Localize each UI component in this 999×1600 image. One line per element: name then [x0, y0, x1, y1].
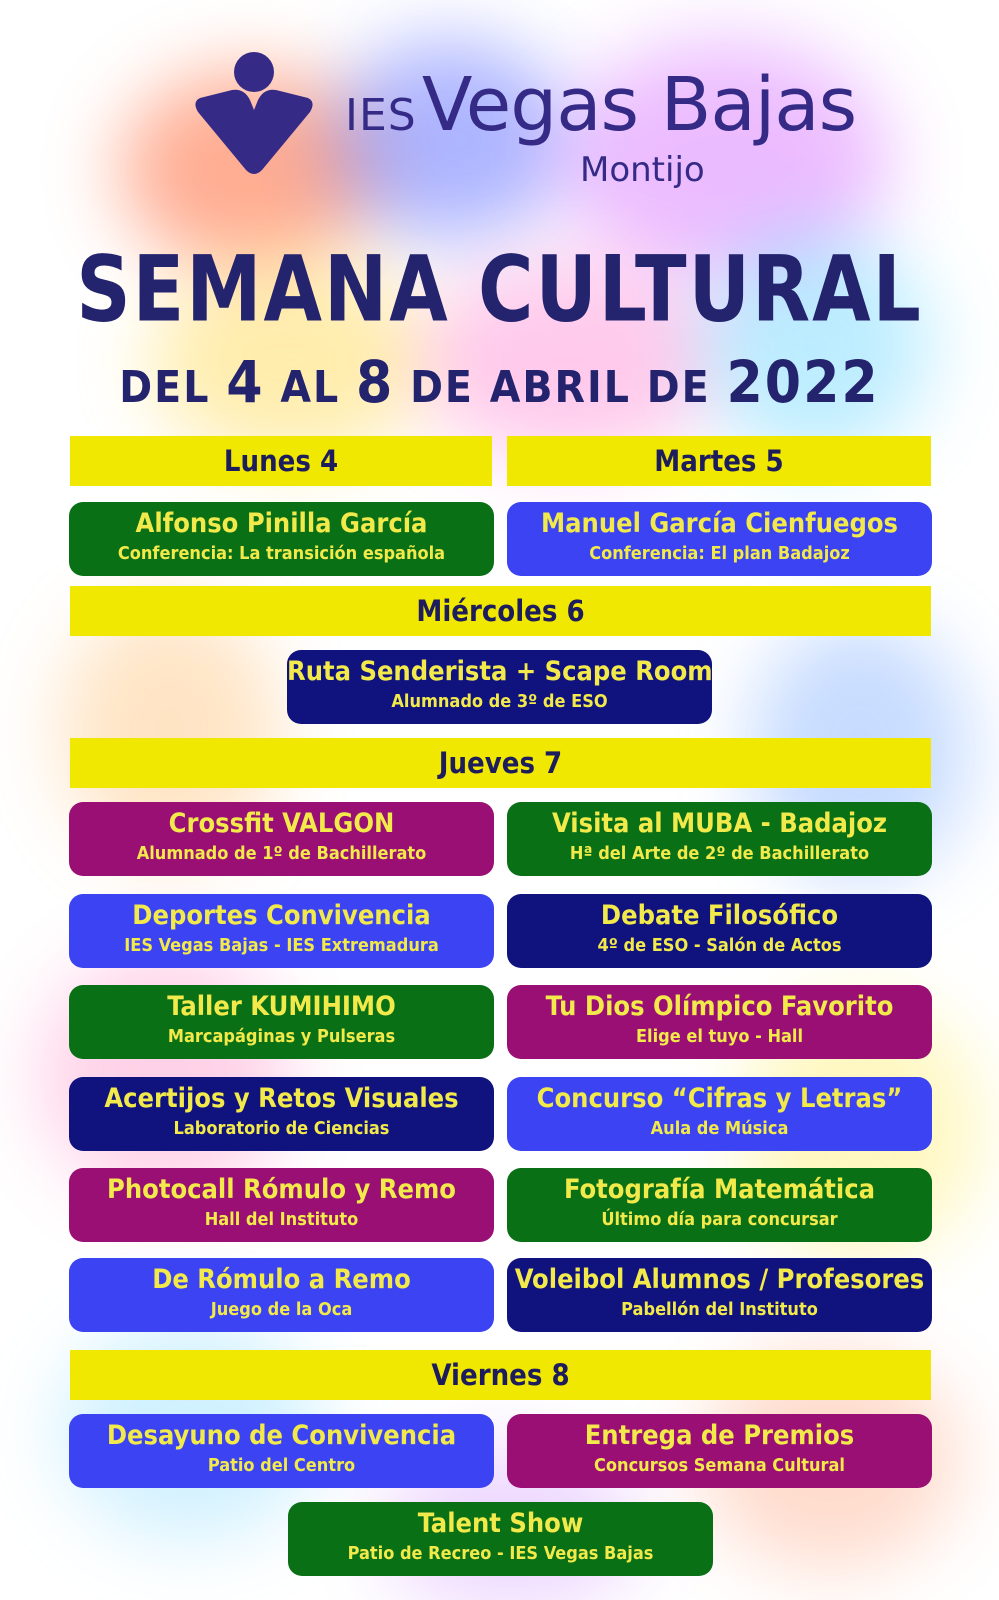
event-detail: Conferencia: La transición española [117, 543, 446, 564]
event-title: Talent Show [417, 1508, 584, 1539]
event-title: Ruta Senderista + Scape Room [287, 656, 713, 687]
event-title: Visita al MUBA - Badajoz [551, 808, 888, 839]
school-name [345, 62, 856, 148]
day-header-lunes: Lunes 4 [70, 436, 492, 486]
school-prefix: IES [345, 90, 417, 141]
event-detail: Juego de la Oca [210, 1299, 353, 1320]
event-card-jueves-9 [69, 1168, 494, 1242]
dates-del: DEL [119, 362, 211, 413]
event-detail: Pabellón del Instituto [621, 1299, 818, 1320]
day-header-martes: Martes 5 [507, 436, 931, 486]
event-title: Desayuno de Convivencia [106, 1420, 457, 1451]
dates-al: AL [280, 362, 341, 413]
event-card-jueves-2 [507, 802, 932, 876]
event-title: Debate Filosófico [600, 900, 839, 931]
event-dates [0, 348, 999, 416]
day-header-miercoles: Miércoles 6 [70, 586, 931, 636]
event-card-jueves-5 [69, 985, 494, 1059]
event-title: Fotografía Matemática [563, 1174, 876, 1205]
event-detail: IES Vegas Bajas - IES Extremadura [124, 935, 439, 956]
event-card-jueves-6 [507, 985, 932, 1059]
event-title: Alfonso Pinilla García [135, 508, 428, 539]
event-detail: Hª del Arte de 2º de Bachillerato [569, 843, 870, 864]
event-title: De Rómulo a Remo [152, 1264, 411, 1295]
event-card-jueves-12 [507, 1258, 932, 1332]
event-card-jueves-11 [69, 1258, 494, 1332]
event-title: Deportes Convivencia [132, 900, 431, 931]
event-title: Photocall Rómulo y Remo [107, 1174, 456, 1205]
event-detail: Aula de Música [650, 1118, 789, 1139]
event-card-jueves-7 [69, 1077, 494, 1151]
event-detail: Laboratorio de Ciencias [173, 1118, 390, 1139]
event-title: Voleibol Alumnos / Profesores [514, 1264, 925, 1295]
event-detail: Patio del Centro [207, 1455, 356, 1476]
event-detail: 4º de ESO - Salón de Actos [597, 935, 842, 956]
event-detail: Hall del Instituto [204, 1209, 359, 1230]
event-title: Taller KUMIHIMO [167, 991, 396, 1022]
day-header-viernes: Viernes 8 [70, 1350, 931, 1400]
event-card-viernes-3 [288, 1502, 713, 1576]
event-detail: Concursos Semana Cultural [594, 1455, 845, 1476]
event-card-jueves-8 [507, 1077, 932, 1151]
event-title: SEMANA CULTURAL [76, 236, 923, 342]
school-city: Montijo [580, 150, 705, 190]
event-title: Entrega de Premios [584, 1420, 855, 1451]
event-title: Tu Dios Olímpico Favorito [545, 991, 894, 1022]
day-header-jueves: Jueves 7 [70, 738, 931, 788]
event-detail: Patio de Recreo - IES Vegas Bajas [347, 1543, 654, 1564]
event-title: Concurso “Cifras y Letras” [536, 1083, 903, 1114]
event-detail: Marcapáginas y Pulseras [167, 1026, 396, 1047]
event-title: Manuel García Cienfuegos [540, 508, 899, 539]
dates-end: 8 [355, 348, 395, 416]
event-card-jueves-3 [69, 894, 494, 968]
event-card-jueves-10 [507, 1168, 932, 1242]
event-card-martes-1 [507, 502, 932, 576]
event-detail: Alumnado de 3º de ESO [391, 691, 608, 712]
event-card-miercoles-1 [287, 650, 712, 724]
event-detail: Alumnado de 1º de Bachillerato [136, 843, 427, 864]
event-detail: Último día para concursar [601, 1209, 838, 1230]
event-card-lunes-1 [69, 502, 494, 576]
dates-start: 4 [226, 348, 265, 416]
event-detail: Conferencia: El plan Badajoz [589, 543, 850, 564]
event-detail: Elige el tuyo - Hall [635, 1026, 804, 1047]
event-card-viernes-1 [69, 1414, 494, 1488]
event-card-jueves-1 [69, 802, 494, 876]
event-card-jueves-4 [507, 894, 932, 968]
event-title: Crossfit VALGON [168, 808, 395, 839]
event-title: Acertijos y Retos Visuales [104, 1083, 459, 1114]
dates-month: DE ABRIL DE [410, 362, 711, 413]
event-card-viernes-2 [507, 1414, 932, 1488]
school-logo-icon [192, 50, 317, 180]
dates-year: 2022 [726, 348, 880, 416]
school-name-main: Vegas Bajas [421, 62, 857, 148]
